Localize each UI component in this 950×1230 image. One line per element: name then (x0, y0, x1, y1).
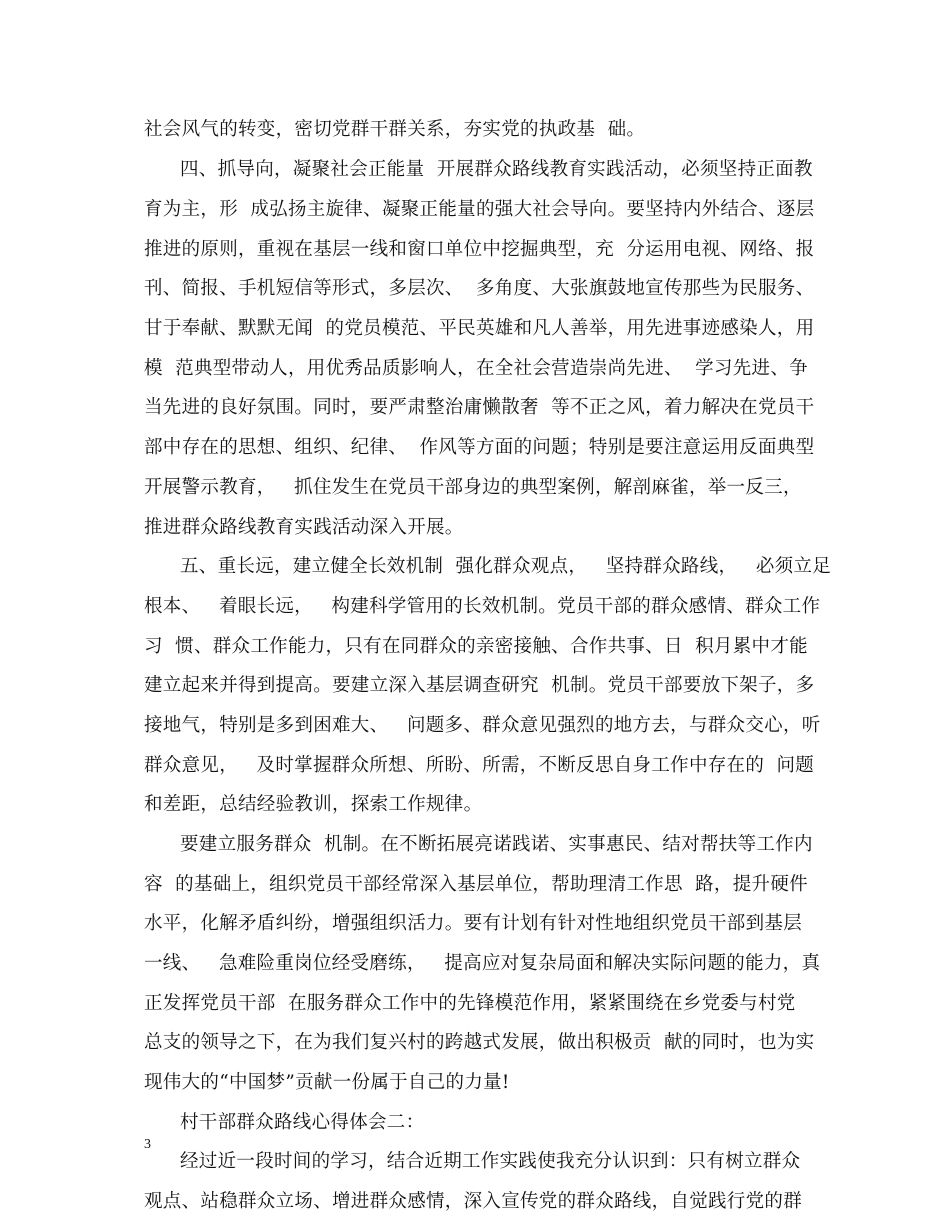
paragraph-start-line: 四、抓导向，凝聚社会正能量 开展群众路线教育实践活动，必须坚持正面教 (180, 159, 813, 180)
paragraph-start-line: 要建立服务群众 机制。在不断拓展亮诺践诺、实事惠民、结对帮扶等工作内 (180, 834, 813, 855)
text-line: 一线、 急难险重岗位经受磨练， 提高应对复杂局面和解决实际问题的能力，真 (144, 953, 821, 974)
text-line: 习 惯、群众工作能力，只有在同群众的亲密接触、合作共事、日 积月累中才能 (144, 636, 808, 657)
text-line: 接地气，特别是多到困难大、 问题多、群众意见强烈的地方去，与群众交心，听 (144, 715, 821, 736)
text-line: 正发挥党员干部 在服务群众工作中的先锋模范作用，紧紧围绕在乡党委与村党 (144, 993, 796, 1014)
text-line: 总支的领导之下，在为我们复兴村的跨越式发展，做出积极贡 献的同时，也为实 (144, 1032, 815, 1053)
text-line: 建立起来并得到提高。要建立深入基层调查研究 机制。党员干部要放下架子，多 (144, 675, 815, 696)
text-line: 群众意见， 及时掌握群众所想、所盼、所需，不断反思自身工作中存在的 问题 (144, 755, 815, 776)
text-line: 模 范典型带动人，用优秀品质影响人，在全社会营造崇尚先进、 学习先进、争 (144, 358, 808, 379)
text-line: 部中存在的思想、组织、纪律、 作风等方面的问题；特别是要注意运用反面典型 (144, 437, 815, 458)
text-line: 水平，化解矛盾纠纷，增强组织活力。要有计划有针对性地组织党员干部到基层 (144, 913, 803, 934)
text-line: 育为主，形 成弘扬主旋律、凝聚正能量的强大社会导向。要坚持内外结合、逐层 (144, 199, 815, 220)
text-line: 现伟大的“中国梦”贡献一份属于自己的力量! (144, 1072, 510, 1093)
text-line: 容 的基础上，组织党员干部经常深入基层单位，帮助理清工作思 路，提升硬件 (144, 874, 808, 895)
page-number: 3 (144, 1137, 151, 1152)
text-line: 推进的原则，重视在基层一线和窗口单位中挖掘典型，充 分运用电视、网络、报 (144, 239, 815, 260)
text-line: 当先进的良好氛围。同时，要严肃整治庸懒散奢 等不正之风，着力解决在党员干 (144, 397, 815, 418)
section-heading: 村干部群众路线心得体会二： (180, 1112, 425, 1133)
text-line: 刊、简报、手机短信等形式，多层次、 多角度、大张旗鼓地宣传那些为民服务、 (144, 278, 815, 299)
paragraph-start-line: 五、重长远，建立健全长效机制 强化群众观点， 坚持群众路线， 必须立足 (180, 556, 832, 577)
text-line: 和差距，总结经验教训，探索工作规律。 (144, 794, 483, 815)
text-line: 观点、站稳群众立场、增进群众感情，深入宣传党的群众路线，自觉践行党的群 (144, 1191, 803, 1212)
text-line: 甘于奉献、默默无闻 的党员模范、平民英雄和凡人善举，用先进事迹感染人，用 (144, 318, 815, 339)
text-line: 根本、 着眼长远， 构建科学管用的长效机制。党员干部的群众感情、群众工作 (144, 596, 821, 617)
text-line: 推进群众路线教育实践活动深入开展。 (144, 517, 464, 538)
paragraph-start-line: 经过近一段时间的学习，结合近期工作实践使我充分认识到：只有树立群众 (180, 1151, 801, 1172)
text-line: 开展警示教育， 抓住发生在党员干部身边的典型案例，解剖麻雀，举一反三， (144, 477, 802, 498)
text-line: 社会风气的转变，密切党群干群关系，夯实党的执政基 础。 (144, 119, 646, 140)
